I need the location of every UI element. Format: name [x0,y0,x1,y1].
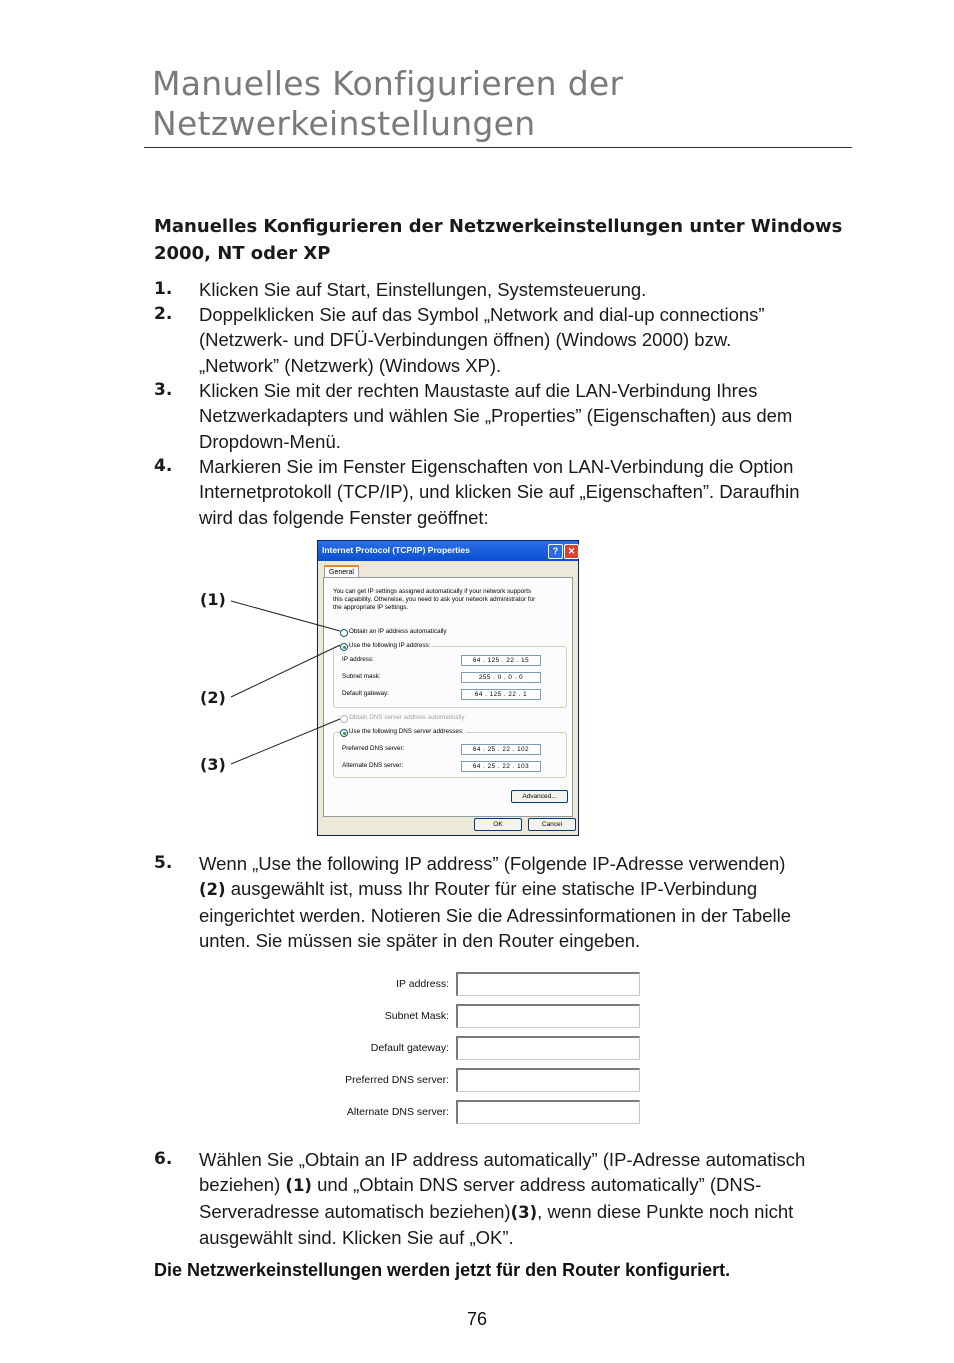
cancel-button[interactable]: Cancel [528,818,576,831]
step-text-line: unten. Sie müssen sie später in den Router eingeben. [199,929,641,951]
page-title-line-2: Netzwerkeinstellungen [152,104,536,143]
field-label: Preferred DNS server: [342,745,405,752]
table-label-ip-address: IP address: [396,978,449,990]
alternate-dns-field[interactable] [456,1100,640,1124]
callout-1: (1) [200,590,226,609]
leader-line-1 [231,601,340,631]
callout-reference: (1) [285,1176,312,1196]
page-number: 76 [466,1309,488,1329]
callout-reference: (3) [510,1202,538,1222]
radio-label: Use the following DNS server addresses: [349,728,464,735]
field-label: IP address: [342,656,374,663]
tab-general[interactable]: General [324,565,359,578]
callout-3: (3) [200,755,226,774]
step-text-line [199,876,889,902]
close-icon[interactable]: ✕ [564,544,579,559]
callout-reference: (2) [199,880,226,900]
preferred-dns-input[interactable]: 64 . 25 . 22 . 102 [461,744,541,755]
dialog-intro-line: the appropriate IP settings. [333,603,409,611]
step-text-line: Wenn „Use the following IP address” (Folgende IP-Adresse verwenden) [199,853,786,874]
radio-label: Use the following IP address: [349,642,431,649]
step-text-segment: ausgewählt ist, muss Ihr Router für eine statische IP-Verbindung [225,878,758,900]
step-text-line: wird das folgende Fenster geöffnet: [199,506,489,528]
radio-label: Obtain an IP address automatically [349,628,447,635]
step-text-line: eingerichtet werden. Notieren Sie die Adressinformationen in der Tabelle [199,904,792,926]
step-text-segment: Serveradresse automatisch beziehen) [199,1200,511,1222]
step-text-line: (Netzwerk- und DFÜ-Verbindungen öffnen) (Windows 2000) bzw. [199,329,732,351]
section-heading-line-1: Manuelles Konfigurieren der Netzwerkeinstellungen unter Windows [154,216,843,237]
step-text-line: Netzwerkadapters und wählen Sie „Properties” (Eigenschaften) aus dem [199,405,793,427]
default-gateway-input[interactable]: 64 . 125 . 22 . 1 [461,689,541,700]
step-number: 5. [154,853,173,873]
ok-button[interactable]: OK [474,818,522,831]
step-text-line: ausgewählt sind. Klicken Sie auf „OK”. [199,1226,514,1248]
section-heading-line-2: 2000, NT oder XP [154,243,331,264]
table-label-preferred-dns: Preferred DNS server: [345,1074,449,1086]
step-text-line: Klicken Sie auf Start, Einstellungen, Systemsteuerung. [199,279,647,300]
step-text-line: Dropdown-Menü. [199,430,341,452]
step-number: 1. [154,279,173,299]
step-text-segment: und „Obtain DNS server address automatically” (DNS- [311,1174,762,1196]
step-text-line: Internetprotokoll (TCP/IP), und klicken Sie auf „Eigenschaften”. Daraufhin [199,481,800,503]
subnet-mask-input[interactable]: 255 . 0 . 0 . 0 [461,672,541,683]
step-text-line [199,1172,889,1198]
field-label: Default gateway: [342,690,389,697]
page-title-line-1: Manuelles Konfigurieren der [152,64,624,103]
leader-line-2 [231,645,340,697]
step-text-line: Doppelklicken Sie auf das Symbol „Network and dial-up connections” [199,304,765,325]
table-label-default-gateway: Default gateway: [370,1042,449,1054]
table-label-subnet-mask: Subnet Mask: [384,1010,449,1022]
advanced-button[interactable]: Advanced... [511,790,568,803]
preferred-dns-field[interactable] [456,1068,640,1092]
radio-label: Obtain DNS server address automatically [349,714,465,721]
step-number: 3. [154,380,173,400]
step-number: 4. [154,456,173,476]
step-number: 6. [154,1149,173,1169]
default-gateway-field[interactable] [456,1036,640,1060]
leader-line-3 [231,719,340,764]
ip-address-input[interactable]: 64 . 125 . 22 . 15 [461,655,541,666]
closing-note: Die Netzwerkeinstellungen werden jetzt für den Router konfiguriert. [154,1260,731,1280]
ip-address-field[interactable] [456,972,640,996]
step-text-line: Wählen Sie „Obtain an IP address automatically” (IP-Adresse automatisch [199,1149,806,1170]
step-text-line: Markieren Sie im Fenster Eigenschaften von LAN-Verbindung die Option [199,456,794,477]
field-label: Subnet mask: [342,673,381,680]
step-text-segment: , wenn diese Punkte noch nicht [537,1200,794,1222]
step-text-line: „Network” (Netzwerk) (Windows XP). [199,354,502,376]
step-6 [154,1147,889,1250]
subnet-mask-field[interactable] [456,1004,640,1028]
dialog-intro-line: You can get IP settings assigned automatically if your network supports [333,588,532,595]
step-text-line [199,1199,889,1225]
step-5 [154,851,889,953]
table-label-alternate-dns: Alternate DNS server: [346,1106,449,1118]
help-icon[interactable]: ? [548,544,563,559]
dialog-title: Internet Protocol (TCP/IP) Properties [322,545,470,555]
alternate-dns-input[interactable]: 64 . 25 . 22 . 103 [461,761,541,772]
dialog-intro-line: this capability. Otherwise, you need to ask your network administrator for [333,595,536,603]
callout-2: (2) [200,688,226,707]
step-number: 2. [154,304,173,324]
field-label: Alternate DNS server: [342,762,404,769]
step-text-segment: beziehen) [199,1174,286,1196]
step-text-line: Klicken Sie mit der rechten Maustaste auf die LAN-Verbindung Ihres [199,380,758,401]
